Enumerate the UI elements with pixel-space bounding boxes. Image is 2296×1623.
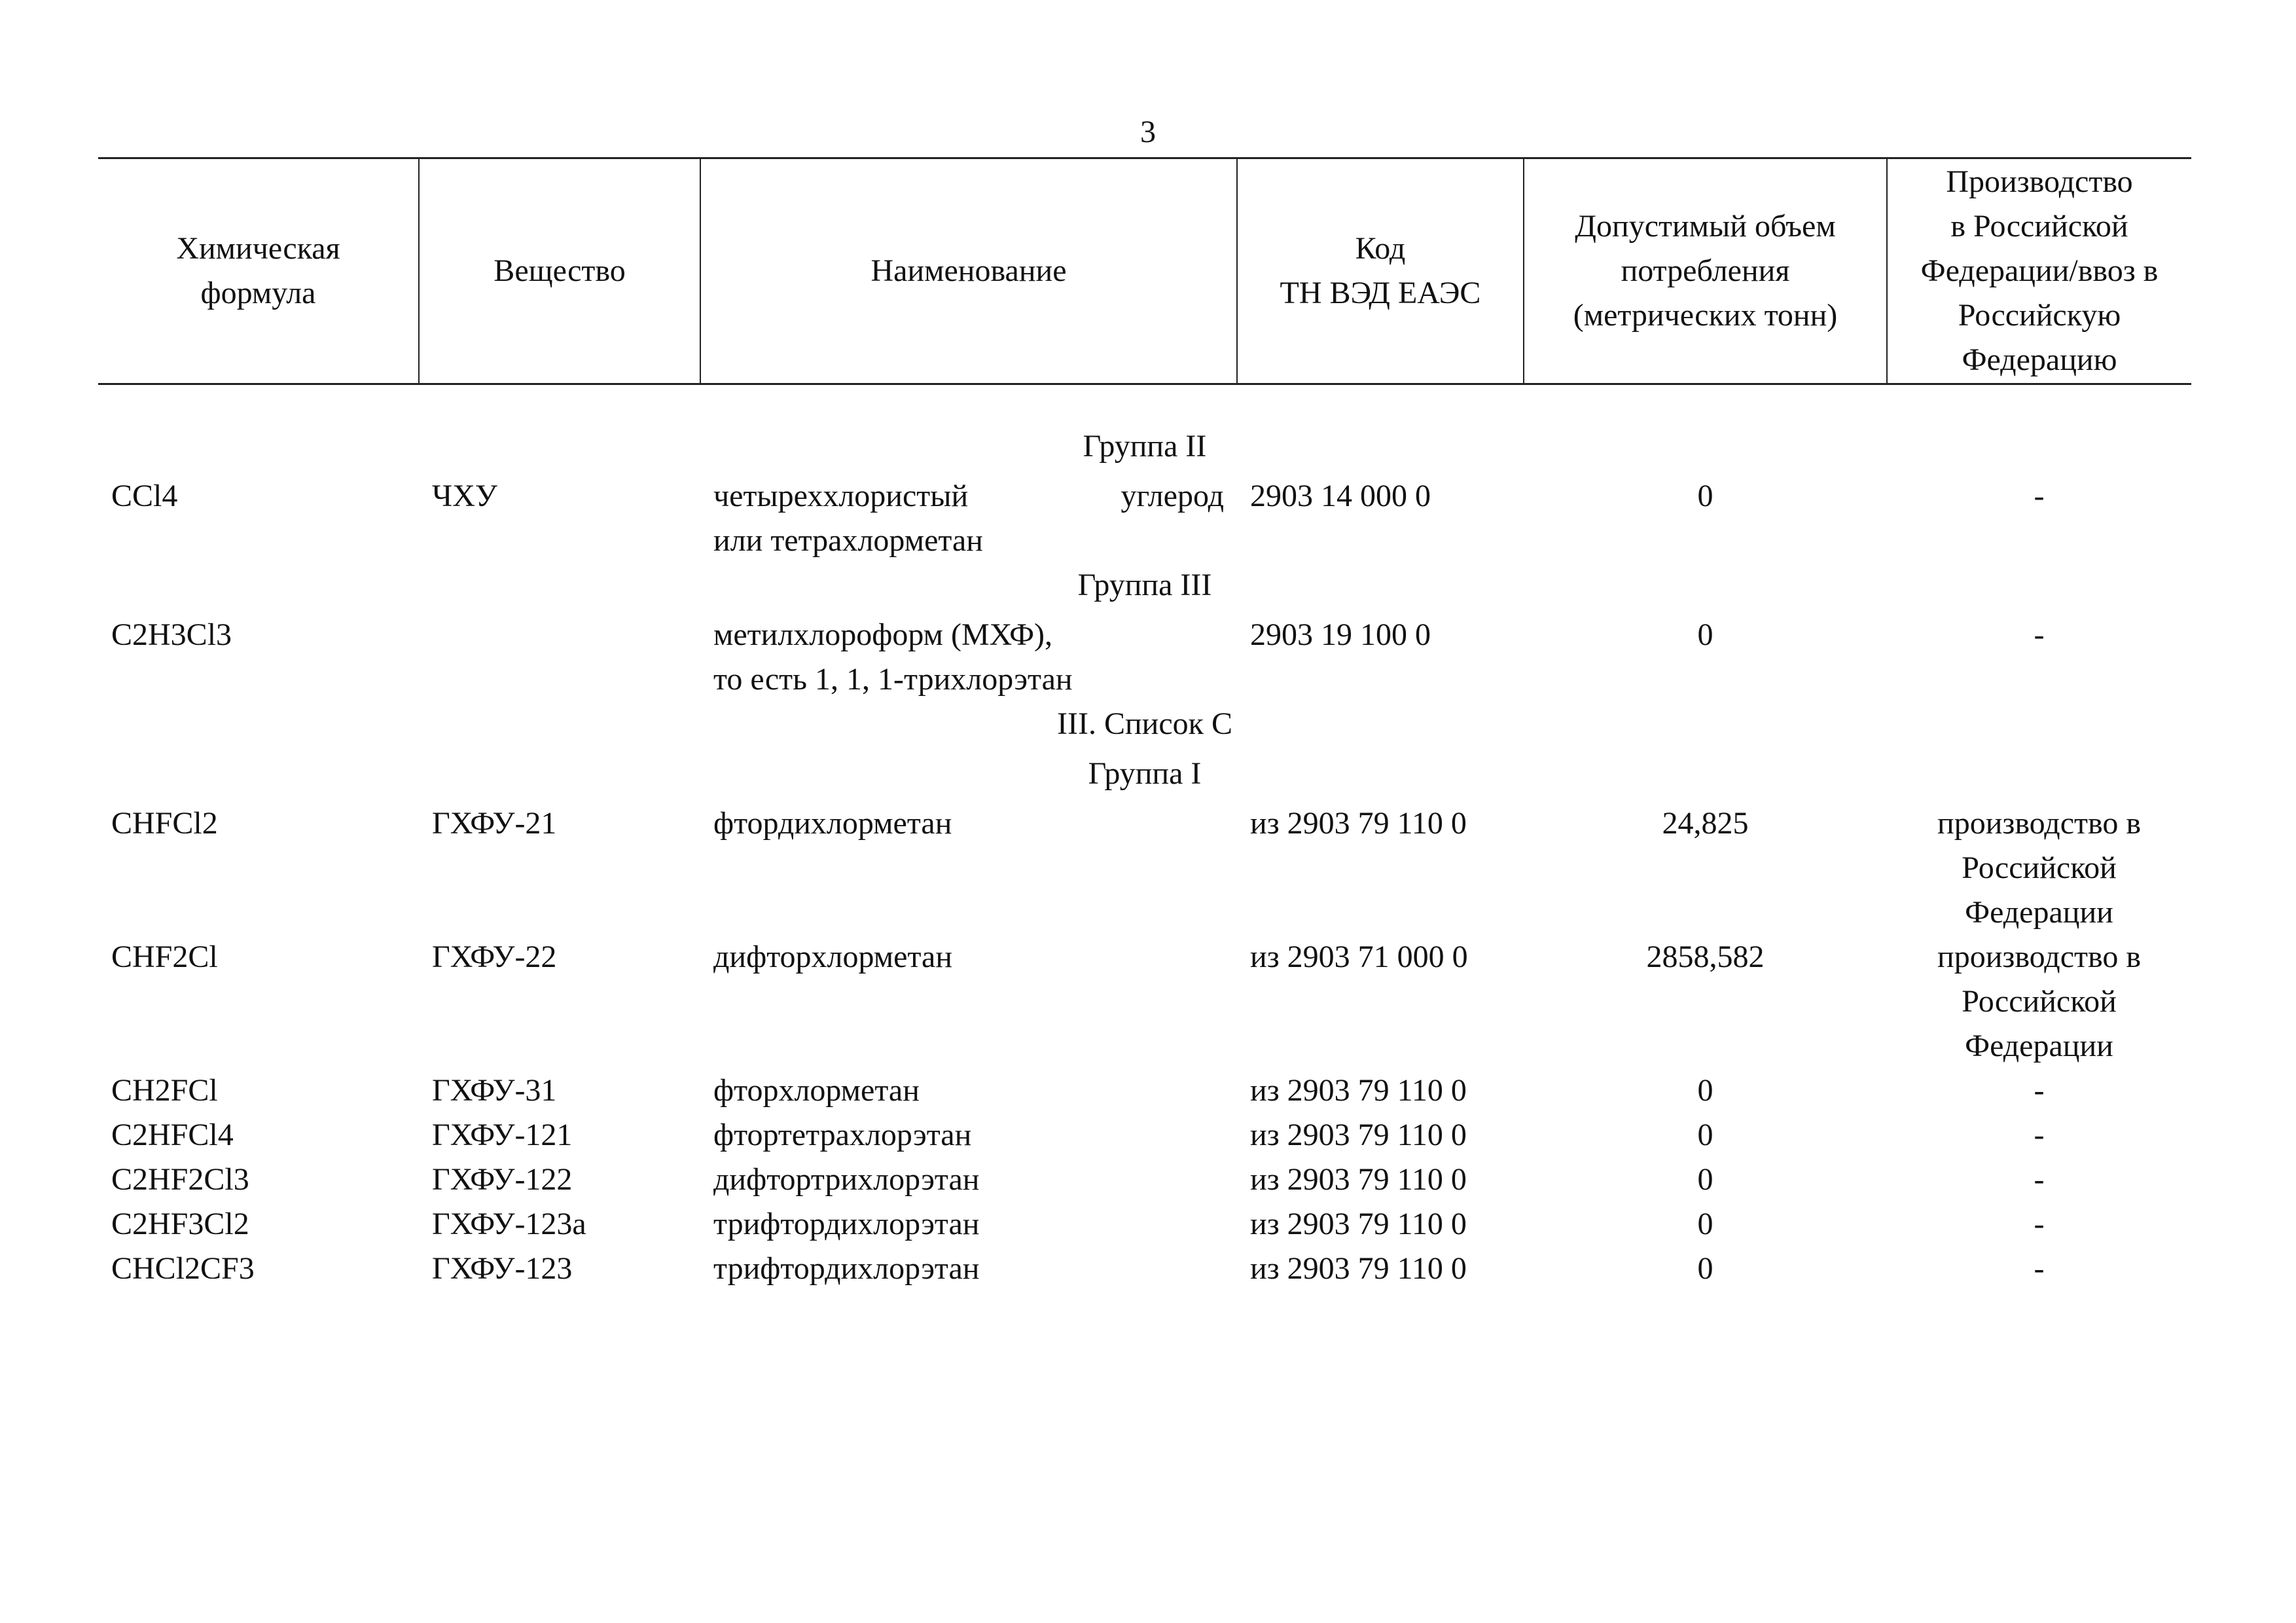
- table-cell: 0: [1697, 1207, 1713, 1241]
- table-cell: -: [2034, 617, 2045, 652]
- cell-text: Российскую: [1958, 298, 2121, 333]
- header-row: [98, 158, 2191, 384]
- table-row: [98, 1202, 2191, 1247]
- table-cell: из 2903 71 000 0: [1250, 939, 1468, 974]
- table-cell: III. Список С: [1057, 706, 1232, 741]
- cell-text: (метрических тонн): [1573, 298, 1838, 333]
- cell-text: Вещество: [493, 253, 626, 288]
- table-cell: [98, 384, 2191, 425]
- table-cell: ГХФУ-31: [432, 1073, 557, 1108]
- table-cell: 24,825: [1662, 806, 1749, 841]
- cell-text: ТН ВЭД ЕАЭС: [1280, 276, 1481, 310]
- table-cell: трифтордихлорэтан: [713, 1207, 980, 1241]
- table-cell: 2858,582: [1646, 939, 1765, 974]
- table-cell: C2HF2Cl3: [111, 1162, 249, 1197]
- cell-text: Российской: [1962, 984, 2117, 1019]
- table-cell: дифторхлорметан: [713, 939, 953, 974]
- table-cell: 0: [1697, 1251, 1713, 1286]
- header-formula: [98, 158, 419, 384]
- cell-text: Химическая: [176, 231, 340, 266]
- table-cell: из 2903 79 110 0: [1250, 1073, 1467, 1108]
- cell-text: [713, 474, 1224, 519]
- table-cell: -: [2034, 1118, 2045, 1152]
- table-cell: -: [2034, 1251, 2045, 1286]
- table-cell: [700, 613, 1237, 702]
- table-cell: фтортетрахлорэтан: [713, 1118, 972, 1152]
- cell-text: производство в: [1937, 939, 2141, 974]
- cell-text: производство в: [1937, 806, 2141, 841]
- table-cell: C2HFCl4: [111, 1118, 234, 1152]
- header-code: [1237, 158, 1524, 384]
- cell-text: или тетрахлорметан: [713, 523, 983, 558]
- table-cell: из 2903 79 110 0: [1250, 806, 1467, 841]
- table-cell: ЧХУ: [432, 479, 497, 513]
- table-cell: CH2FCl: [111, 1073, 218, 1108]
- cell-text: Производство: [1946, 164, 2133, 199]
- group-heading: [98, 424, 2191, 474]
- cell-text: Допустимый объем: [1575, 209, 1836, 244]
- table-cell: 2903 19 100 0: [1250, 617, 1431, 652]
- table-cell: [1887, 935, 2191, 1068]
- cell-text: Федерацию: [1962, 342, 2117, 377]
- table-cell: 0: [1697, 479, 1713, 513]
- table-cell: [1887, 801, 2191, 935]
- table-row: [98, 935, 2191, 1068]
- table-cell: ГХФУ-123a: [432, 1207, 586, 1241]
- header-production: [1887, 158, 2191, 384]
- table-cell: 0: [1697, 1162, 1713, 1197]
- table-cell: 0: [1697, 1118, 1713, 1152]
- cell-text: Федерации/ввоз в: [1920, 253, 2159, 288]
- header-substance: [419, 158, 700, 384]
- header-volume: [1524, 158, 1887, 384]
- table-cell: CHCl2CF3: [111, 1251, 255, 1286]
- table-cell: C2HF3Cl2: [111, 1207, 249, 1241]
- table-cell: C2H3Cl3: [111, 617, 232, 652]
- cell-text: Федерации: [1965, 895, 2113, 930]
- table-cell: из 2903 79 110 0: [1250, 1162, 1467, 1197]
- table-cell: 0: [1697, 1073, 1713, 1108]
- table-cell: -: [2034, 1073, 2045, 1108]
- table-cell: из 2903 79 110 0: [1250, 1251, 1467, 1286]
- table-cell: трифтордихлорэтан: [713, 1251, 980, 1286]
- table-cell: [419, 613, 700, 702]
- table-cell: [700, 474, 1237, 563]
- table-cell: фтордихлорметан: [713, 806, 952, 841]
- cell-text: формула: [200, 276, 316, 310]
- table-cell: из 2903 79 110 0: [1250, 1118, 1467, 1152]
- table-cell: Группа II: [1083, 429, 1207, 464]
- cell-text: Российской: [1962, 850, 2117, 885]
- cell-text: Код: [1355, 231, 1406, 266]
- table-cell: Группа III: [1077, 568, 1212, 602]
- cell-text: четыреххлористый: [713, 479, 969, 513]
- cell-text: то есть 1, 1, 1-трихлорэтан: [713, 662, 1073, 697]
- table-cell: -: [2034, 479, 2045, 513]
- table-cell: из 2903 79 110 0: [1250, 1207, 1467, 1241]
- header-name: [700, 158, 1237, 384]
- substances-table: [98, 157, 2191, 1291]
- table-cell: ГХФУ-121: [432, 1118, 573, 1152]
- table-cell: CHFCl2: [111, 806, 218, 841]
- table-row: [98, 1158, 2191, 1202]
- list-heading: [98, 702, 2191, 752]
- table-row: [98, 613, 2191, 702]
- cell-text: Наименование: [870, 253, 1067, 288]
- table-cell: CHF2Cl: [111, 939, 218, 974]
- page-number: 3: [1140, 115, 1156, 149]
- table-cell: ГХФУ-21: [432, 806, 557, 841]
- group-heading: [98, 563, 2191, 613]
- table-cell: 0: [1697, 617, 1713, 652]
- cell-text: углерод: [1121, 479, 1224, 513]
- table-row: [98, 1068, 2191, 1113]
- table-cell: фторхлорметан: [713, 1073, 920, 1108]
- table-cell: ГХФУ-122: [432, 1162, 573, 1197]
- table-row: [98, 1247, 2191, 1291]
- cell-text: метилхлороформ (МХФ),: [713, 617, 1053, 652]
- table-cell: Группа I: [1088, 756, 1202, 791]
- table-row: [98, 474, 2191, 563]
- table-cell: -: [2034, 1162, 2045, 1197]
- table-cell: CCl4: [111, 479, 178, 513]
- table-row: [98, 1113, 2191, 1158]
- table-cell: ГХФУ-123: [432, 1251, 573, 1286]
- table-cell: -: [2034, 1207, 2045, 1241]
- group-heading: [98, 752, 2191, 801]
- cell-text: Федерации: [1965, 1029, 2113, 1063]
- table-row: [98, 801, 2191, 935]
- cell-text: в Российской: [1950, 209, 2128, 244]
- cell-text: потребления: [1621, 253, 1790, 288]
- table-cell: ГХФУ-22: [432, 939, 557, 974]
- table-cell: дифтортрихлорэтан: [713, 1162, 980, 1197]
- table-cell: 2903 14 000 0: [1250, 479, 1431, 513]
